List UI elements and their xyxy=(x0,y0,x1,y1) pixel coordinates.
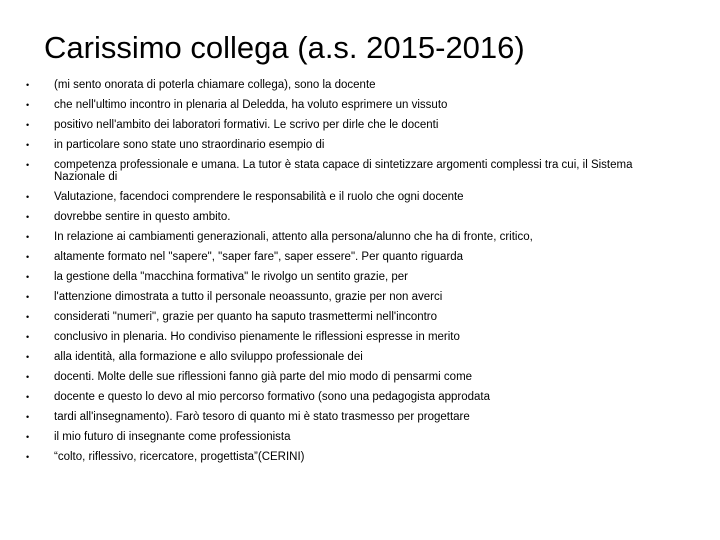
bullet-item xyxy=(26,371,666,383)
bullet-text: che nell'ultimo incontro in plenaria al Deledda, ha voluto esprimere un vissuto xyxy=(54,99,448,111)
bullet-text: positivo nell'ambito dei laboratori formativi. Le scrivo per dirle che le docenti xyxy=(54,119,439,131)
bullet-item xyxy=(26,351,666,363)
bullet-item xyxy=(26,311,666,323)
bullet-item xyxy=(26,431,666,443)
bullet-text: considerati "numeri", grazie per quanto ha saputo trasmettermi nell'incontro xyxy=(54,311,438,323)
bullet-text: tardi all'insegnamento). Farò tesoro di quanto mi è stato trasmesso per progettare xyxy=(54,411,470,423)
bullet-dot-icon: • xyxy=(26,312,30,322)
bullet-item xyxy=(26,391,666,403)
bullet-text: alla identità, alla formazione e allo sviluppo professionale dei xyxy=(54,351,363,363)
bullet-text: il mio futuro di insegnante come professionista xyxy=(54,431,291,443)
bullet-dot-icon: • xyxy=(26,252,30,262)
bullet-dot-icon: • xyxy=(26,372,30,382)
bullet-item xyxy=(26,119,666,131)
bullet-dot-icon: • xyxy=(26,192,30,202)
bullet-dot-icon: • xyxy=(26,352,30,362)
bullet-text: docente e questo lo devo al mio percorso formativo (sono una pedagogista approdata xyxy=(54,391,491,403)
bullet-text: altamente formato nel "sapere", "saper fare", saper essere". Per quanto riguarda xyxy=(54,251,464,263)
bullet-dot-icon: • xyxy=(26,212,30,222)
bullet-text: (mi sento onorata di poterla chiamare collega), sono la docente xyxy=(54,79,376,91)
bullet-dot-icon: • xyxy=(26,100,30,110)
bullet-item xyxy=(26,211,666,223)
bullet-item xyxy=(26,231,666,243)
bullet-item xyxy=(26,139,666,151)
bullet-text: in particolare sono state uno straordinario esempio di xyxy=(54,139,325,151)
bullet-dot-icon: • xyxy=(26,292,30,302)
bullet-item xyxy=(26,291,666,303)
bullet-dot-icon: • xyxy=(26,160,30,170)
bullet-dot-icon: • xyxy=(26,432,30,442)
bullet-text: Valutazione, facendoci comprendere le responsabilità e il ruolo che ogni docente xyxy=(54,191,464,203)
bullet-item xyxy=(26,331,666,343)
bullet-dot-icon: • xyxy=(26,80,30,90)
bullet-text: docenti. Molte delle sue riflessioni fanno già parte del mio modo di pensarmi come xyxy=(54,371,473,383)
bullet-dot-icon: • xyxy=(26,120,30,130)
bullet-item xyxy=(26,251,666,263)
bullet-text: In relazione ai cambiamenti generazionali, attento alla persona/alunno che ha di fronte, critico, xyxy=(54,231,533,243)
bullet-dot-icon: • xyxy=(26,332,30,342)
bullet-item xyxy=(26,79,666,91)
bullet-text: la gestione della "macchina formativa" le rivolgo un sentito grazie, per xyxy=(54,271,408,283)
slide-title: Carissimo collega (a.s. 2015-2016) xyxy=(44,30,525,65)
bullet-text: l'attenzione dimostrata a tutto il personale neoassunto, grazie per non averci xyxy=(54,291,443,303)
bullet-dot-icon: • xyxy=(26,272,30,282)
bullet-item xyxy=(26,159,666,183)
bullet-dot-icon: • xyxy=(26,140,30,150)
bullet-item xyxy=(26,451,666,463)
bullet-dot-icon: • xyxy=(26,452,30,462)
bullet-dot-icon: • xyxy=(26,232,30,242)
bullet-list xyxy=(26,79,666,471)
bullet-text: conclusivo in plenaria. Ho condiviso pienamente le riflessioni espresse in merito xyxy=(54,331,460,343)
bullet-text: competenza professionale e umana. La tutor è stata capace di sintetizzare argomenti complessi tra cui, il Sistema Nazionale di xyxy=(54,159,633,183)
bullet-item xyxy=(26,191,666,203)
bullet-dot-icon: • xyxy=(26,412,30,422)
bullet-item xyxy=(26,411,666,423)
bullet-item xyxy=(26,271,666,283)
bullet-text: dovrebbe sentire in questo ambito. xyxy=(54,211,231,223)
bullet-text: “colto, riflessivo, ricercatore, progettista”(CERINI) xyxy=(54,451,305,463)
bullet-item xyxy=(26,99,666,111)
bullet-dot-icon: • xyxy=(26,392,30,402)
